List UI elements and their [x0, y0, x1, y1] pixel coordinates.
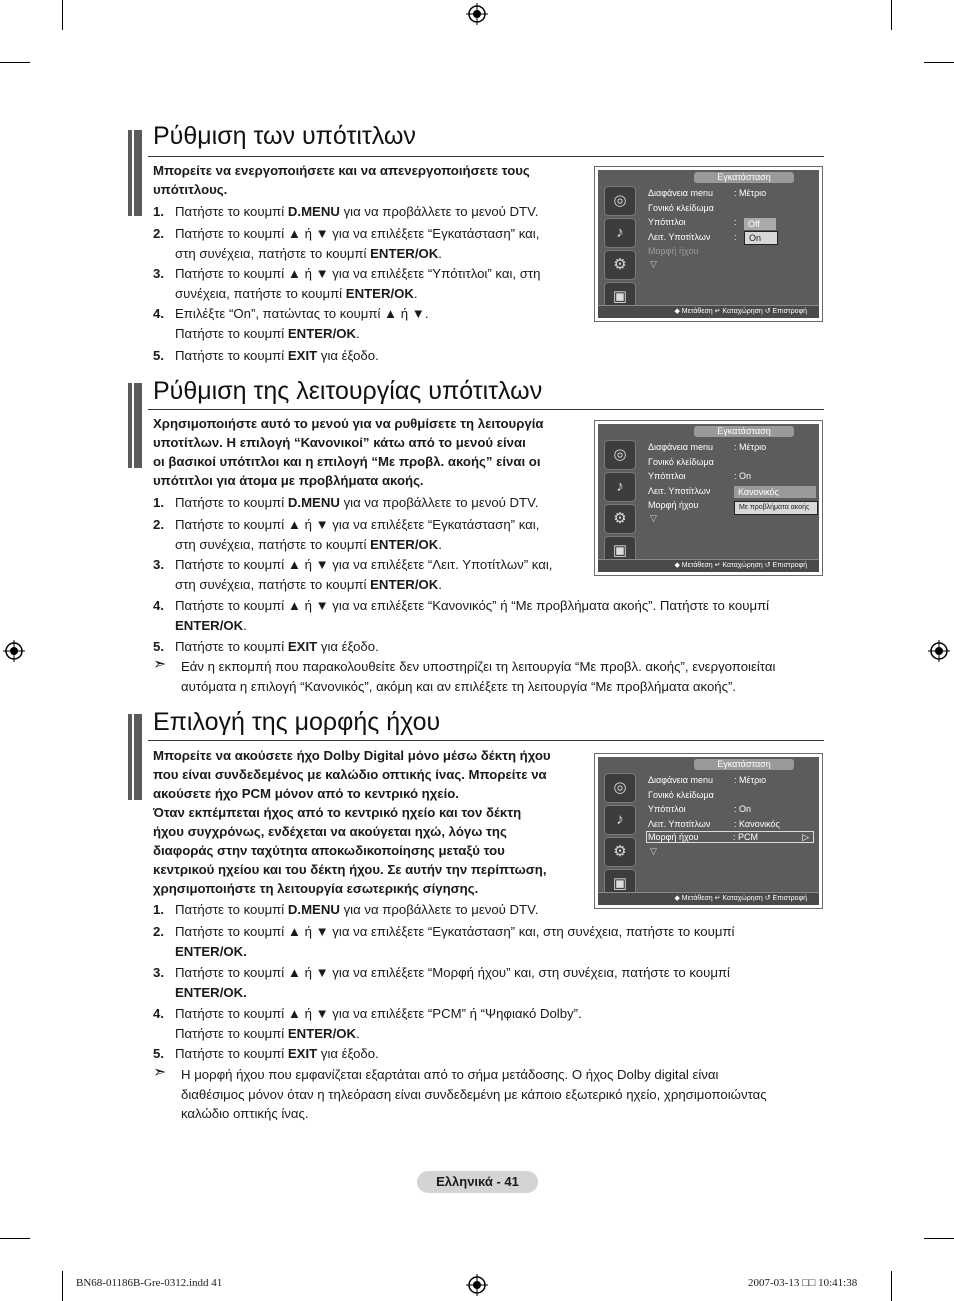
sound-icon: ♪: [604, 472, 636, 502]
print-slug-right: 2007-03-13 □□ 10:41:38: [748, 1277, 858, 1289]
menu-option-on: On: [744, 231, 778, 245]
setup-icon: ⚙: [604, 250, 636, 280]
scroll-down-icon: ▽: [650, 513, 657, 523]
menu-option-normal: Κανονικός: [734, 486, 816, 498]
menu-row: Μορφή ήχου: [648, 246, 699, 256]
section-intro: Χρησιμοποιήστε αυτό το μενού για να ρυθμίσετε τη λειτουργία υποτίτλων. Η επιλογή “Κανονικοί” κάτω από το μενού είναι οι βασικοί υπότιτλοι και η επιλογή “Με προβλ. ακοής” είναι οι υπότιτλοι για άτομα με προβλήματα ακοής.: [153, 416, 544, 488]
menu-title: Εγκατάσταση: [694, 759, 794, 770]
menu-option-off: Off: [744, 218, 776, 230]
section-bar: [128, 714, 142, 800]
page-number-badge: Ελληνικά - 41: [417, 1171, 538, 1193]
section-bar: [128, 130, 142, 216]
picture-icon: ◎: [604, 440, 636, 470]
menu-status-bar: ◆ Μετάθεση ↵ Καταχώρηση ↺ Επιστροφή: [598, 305, 819, 318]
menu-row-selected: Μορφή ήχου : PCM ▷: [646, 831, 814, 843]
section-title: Ρύθμιση των υπότιτλων: [153, 122, 416, 150]
menu-row: Διαφάνεια menu : Μέτριο: [648, 775, 767, 785]
sound-icon: ♪: [604, 805, 636, 835]
registration-mark-icon: [928, 640, 950, 662]
menu-row: Γονικό κλείδωμα: [648, 203, 714, 213]
section-rule: [148, 740, 824, 741]
menu-row: Διαφάνεια menu : Μέτριο: [648, 188, 767, 198]
crop-mark: [0, 62, 30, 63]
picture-icon: ◎: [604, 773, 636, 803]
crop-mark: [891, 1271, 892, 1301]
menu-title: Εγκατάσταση: [694, 426, 794, 437]
picture-icon: ◎: [604, 186, 636, 216]
crop-mark: [62, 1271, 63, 1301]
note-arrow-icon: ➣: [153, 656, 167, 673]
menu-row: Λειτ. Υποτίτλων: [648, 486, 711, 496]
section-rule: [148, 409, 824, 410]
section-title: Ρύθμιση της λειτουργίας υπότιτλων: [153, 377, 543, 405]
menu-status-bar: ◆ Μετάθεση ↵ Καταχώρηση ↺ Επιστροφή: [598, 892, 819, 905]
menu-row: Διαφάνεια menu : Μέτριο: [648, 442, 767, 452]
tv-menu-screenshot: [594, 166, 823, 322]
crop-mark: [0, 1238, 30, 1239]
section-intro: Μπορείτε να ακούσετε ήχο Dolby Digital μόνο μέσω δέκτη ήχου που είναι συνδεδεμένος με καλώδιο οπτικής ίνας. Μπορείτε να ακούσετε ήχο PCM μόνον από το κεντρικό ηχείο. Όταν εκπέμπεται ήχος από το κεντρικό ηχείο και τον δέκτη ήχου συγχρόνως, ενδέχεται να ακούγεται ηχώ, λόγω της διαφοράς στην ταχύτητα αποκωδικοποίησης μεταξύ του κεντρικού ηχείου και του δέκτη ήχου. Σε αυτήν την περίπτωση, χρησιμοποιήστε τη λειτουργία εσωτερικής σίγησης.: [153, 748, 551, 896]
menu-row: Υπότιτλοι : On: [648, 471, 752, 481]
menu-row: Λειτ. Υποτίτλων : Κανονικός: [648, 819, 780, 829]
menu-row: Γονικό κλείδωμα: [648, 457, 714, 467]
section-bar: [128, 383, 142, 468]
section-rule: [148, 156, 824, 157]
menu-row: Μορφή ήχου: [648, 500, 699, 510]
print-slug-left: BN68-01186B-Gre-0312.indd 41: [76, 1277, 223, 1289]
menu-status-bar: ◆ Μετάθεση ↵ Καταχώρηση ↺ Επιστροφή: [598, 559, 819, 572]
note-arrow-icon: ➣: [153, 1064, 167, 1081]
input-icon: ▣: [604, 869, 636, 899]
crop-mark: [924, 62, 954, 63]
registration-mark-icon: [466, 1274, 488, 1296]
section-title: Επιλογή της μορφής ήχου: [153, 708, 441, 736]
menu-row: Υπότιτλοι :: [648, 217, 737, 227]
crop-mark: [891, 0, 892, 30]
section-intro: Μπορείτε να ενεργοποιήσετε και να απενεργοποιήσετε τους υπότιτλους.: [153, 163, 530, 197]
menu-row: Γονικό κλείδωμα: [648, 790, 714, 800]
menu-title: Εγκατάσταση: [694, 172, 794, 183]
menu-row: Υπότιτλοι : On: [648, 804, 752, 814]
menu-option-hearing-impaired: Με προβλήματα ακοής: [734, 501, 818, 515]
input-icon: ▣: [604, 282, 636, 312]
tv-menu-screenshot: [594, 420, 823, 576]
setup-icon: ⚙: [604, 504, 636, 534]
registration-mark-icon: [3, 640, 25, 662]
input-icon: ▣: [604, 536, 636, 566]
crop-mark: [924, 1238, 954, 1239]
setup-icon: ⚙: [604, 837, 636, 867]
tv-menu-screenshot: [594, 753, 823, 909]
chevron-right-icon: ▷: [802, 832, 809, 842]
scroll-down-icon: ▽: [650, 846, 657, 856]
sound-icon: ♪: [604, 218, 636, 248]
menu-row: Λειτ. Υποτίτλων :: [648, 232, 737, 242]
crop-mark: [62, 0, 63, 30]
registration-mark-icon: [466, 3, 488, 25]
scroll-down-icon: ▽: [650, 259, 657, 269]
